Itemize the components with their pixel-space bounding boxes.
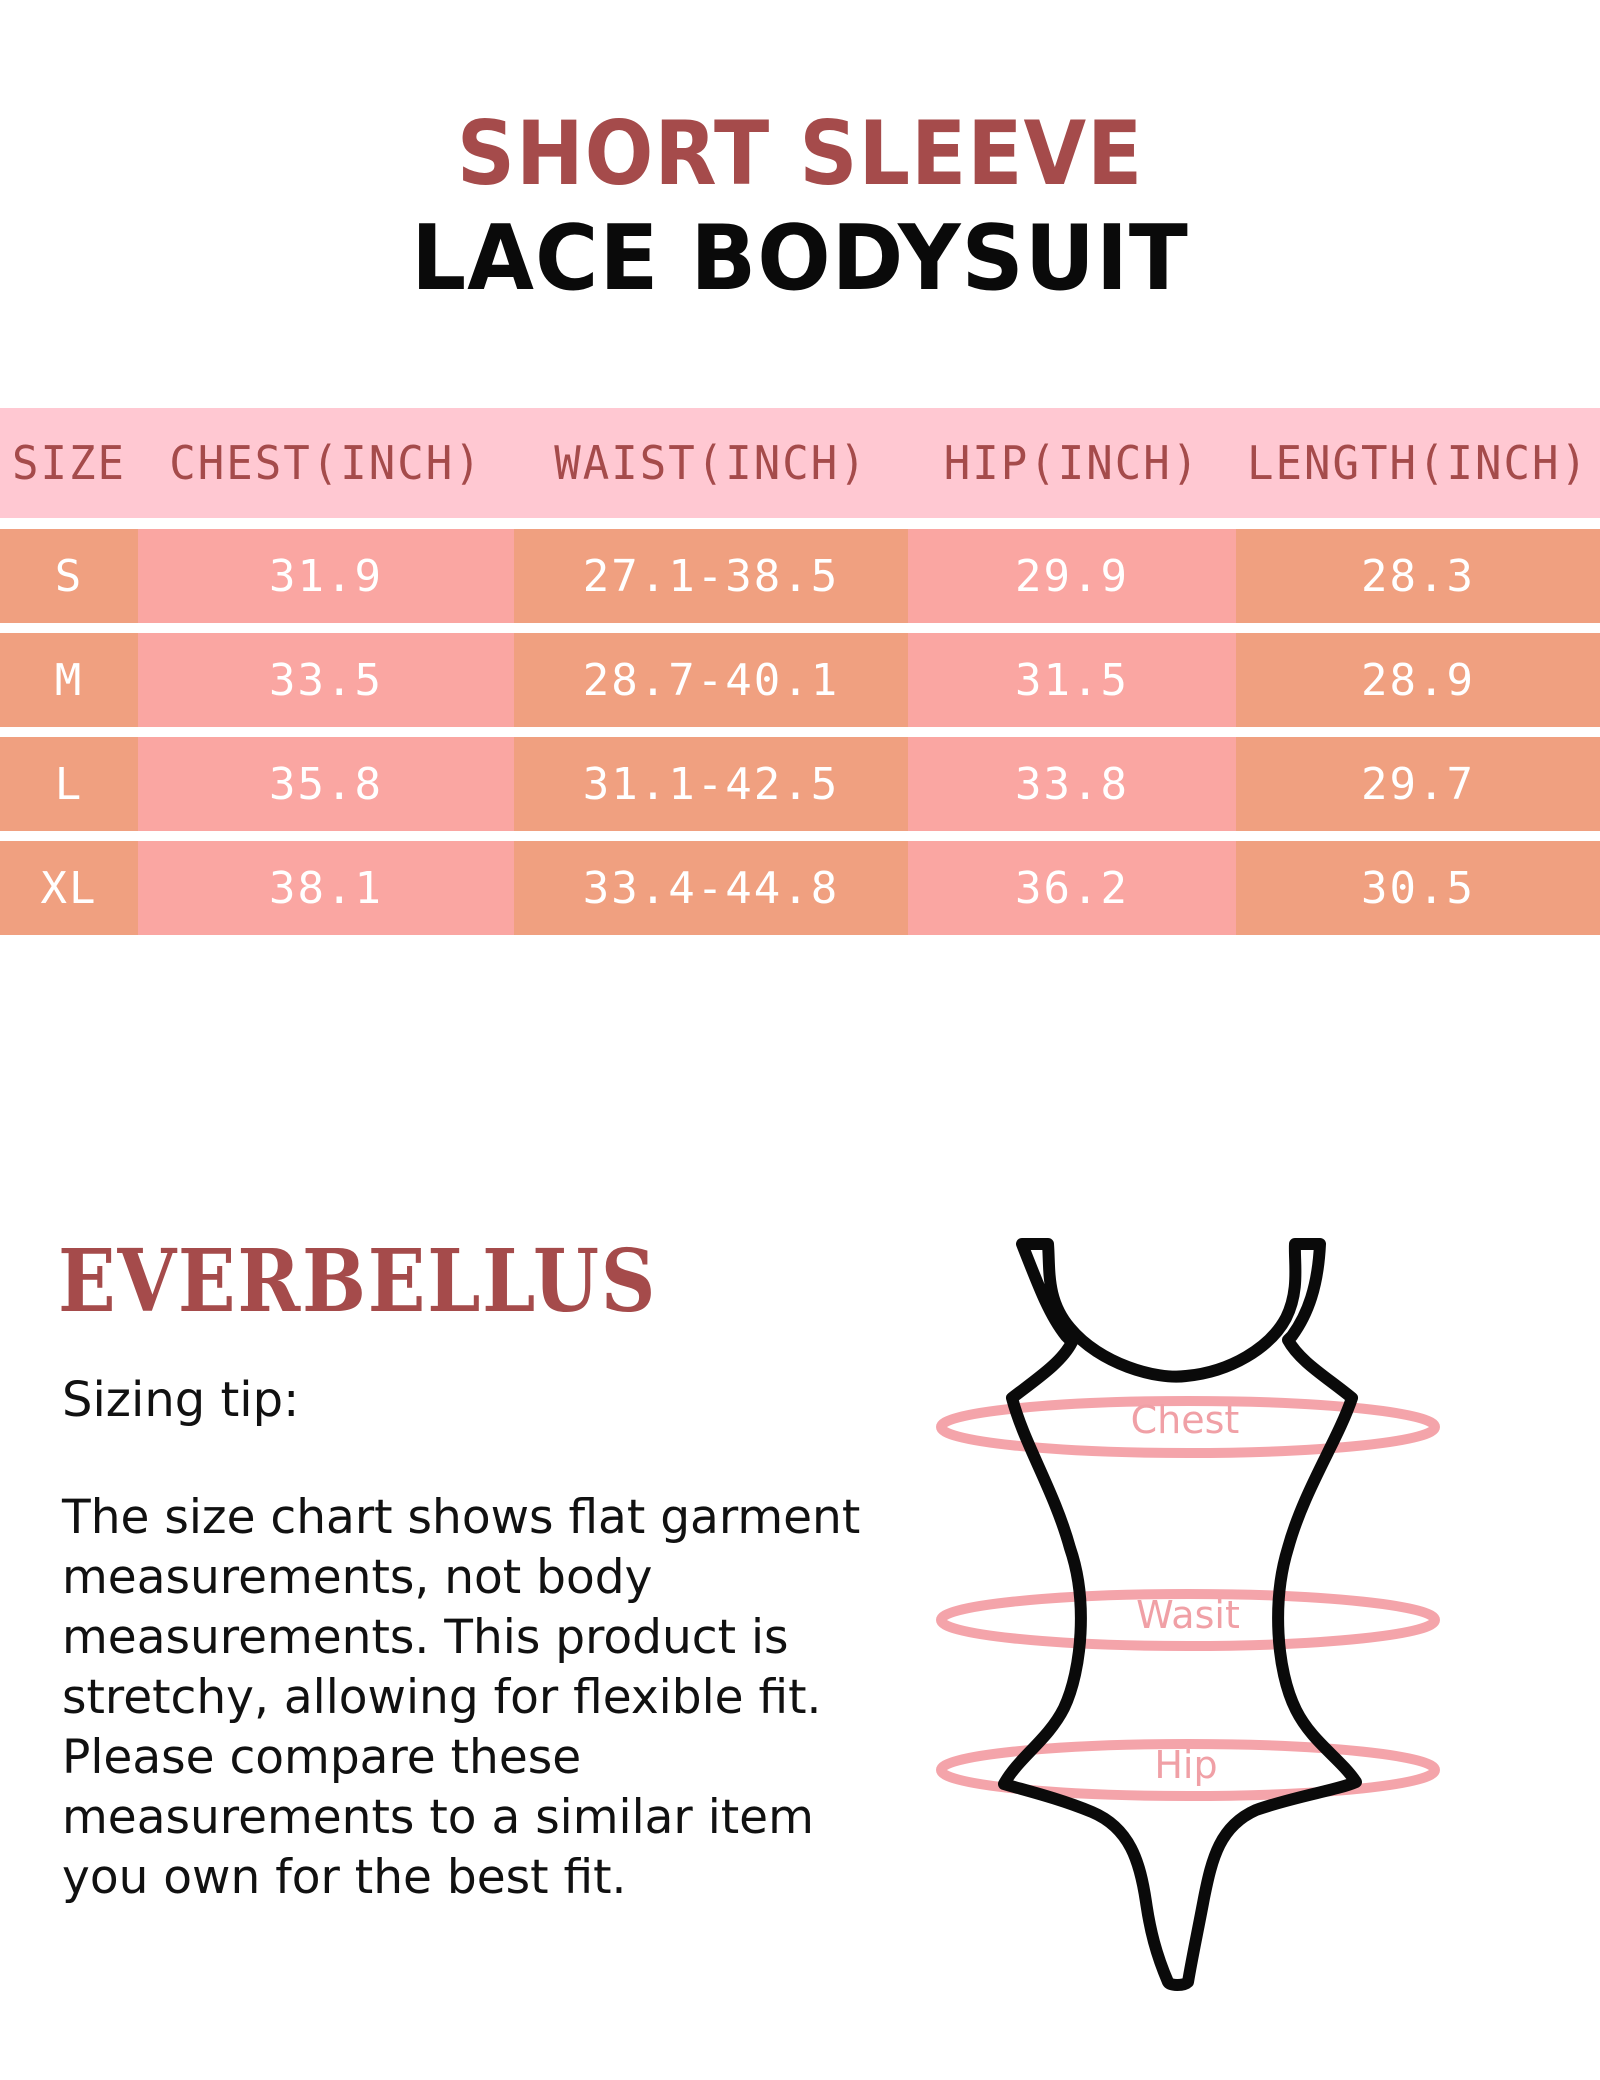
size-cell: S [0,529,138,623]
hip-cell: 29.9 [908,529,1236,623]
waist-cell: 28.7-40.1 [514,633,908,727]
hip-cell: 31.5 [908,633,1236,727]
hip-cell: 36.2 [908,841,1236,935]
header-hip: HIP(INCH) [943,436,1201,490]
hip-label: Hip [1154,1743,1218,1787]
sizing-tip-heading: Sizing tip: [62,1372,300,1428]
waist-label: Wasit [1136,1593,1240,1637]
waist-cell: 31.1-42.5 [514,737,908,831]
hip-cell: 33.8 [908,737,1236,831]
waist-cell: 27.1-38.5 [514,529,908,623]
chest-cell: 38.1 [138,841,514,935]
brand-logo: EVERBELLUS [58,1231,658,1332]
table-header-row [0,408,1600,518]
length-cell: 28.3 [1236,529,1600,623]
bodysuit-outline-icon [920,1230,1460,2010]
chest-label: Chest [1130,1398,1240,1442]
sizing-tip-text: The size chart shows flat garment measurements, not body measurements. This product is stretchy, allowing for flexible fit. Please compare these measurements to a similar item you own for the best fit. [62,1490,861,1905]
size-cell: L [0,737,138,831]
title-line-2: LACE BODYSUIT [411,206,1189,311]
header-length: LENGTH(INCH) [1247,436,1589,490]
length-cell: 29.7 [1236,737,1600,831]
chest-cell: 33.5 [138,633,514,727]
bodysuit-diagram [920,1230,1460,2010]
length-cell: 28.9 [1236,633,1600,727]
table-row [0,633,1600,727]
size-cell: XL [0,841,138,935]
size-cell: M [0,633,138,727]
header-chest: CHEST(INCH) [169,436,483,490]
chest-cell: 35.8 [138,737,514,831]
header-waist: WAIST(INCH) [554,436,868,490]
length-cell: 30.5 [1236,841,1600,935]
table-row [0,529,1600,623]
table-row [0,737,1600,831]
size-table [0,408,1600,935]
chest-cell: 31.9 [138,529,514,623]
title-line-1: SHORT SLEEVE [456,102,1144,205]
header-size: SIZE [12,436,126,490]
waist-cell: 33.4-44.8 [514,841,908,935]
table-row [0,841,1600,935]
